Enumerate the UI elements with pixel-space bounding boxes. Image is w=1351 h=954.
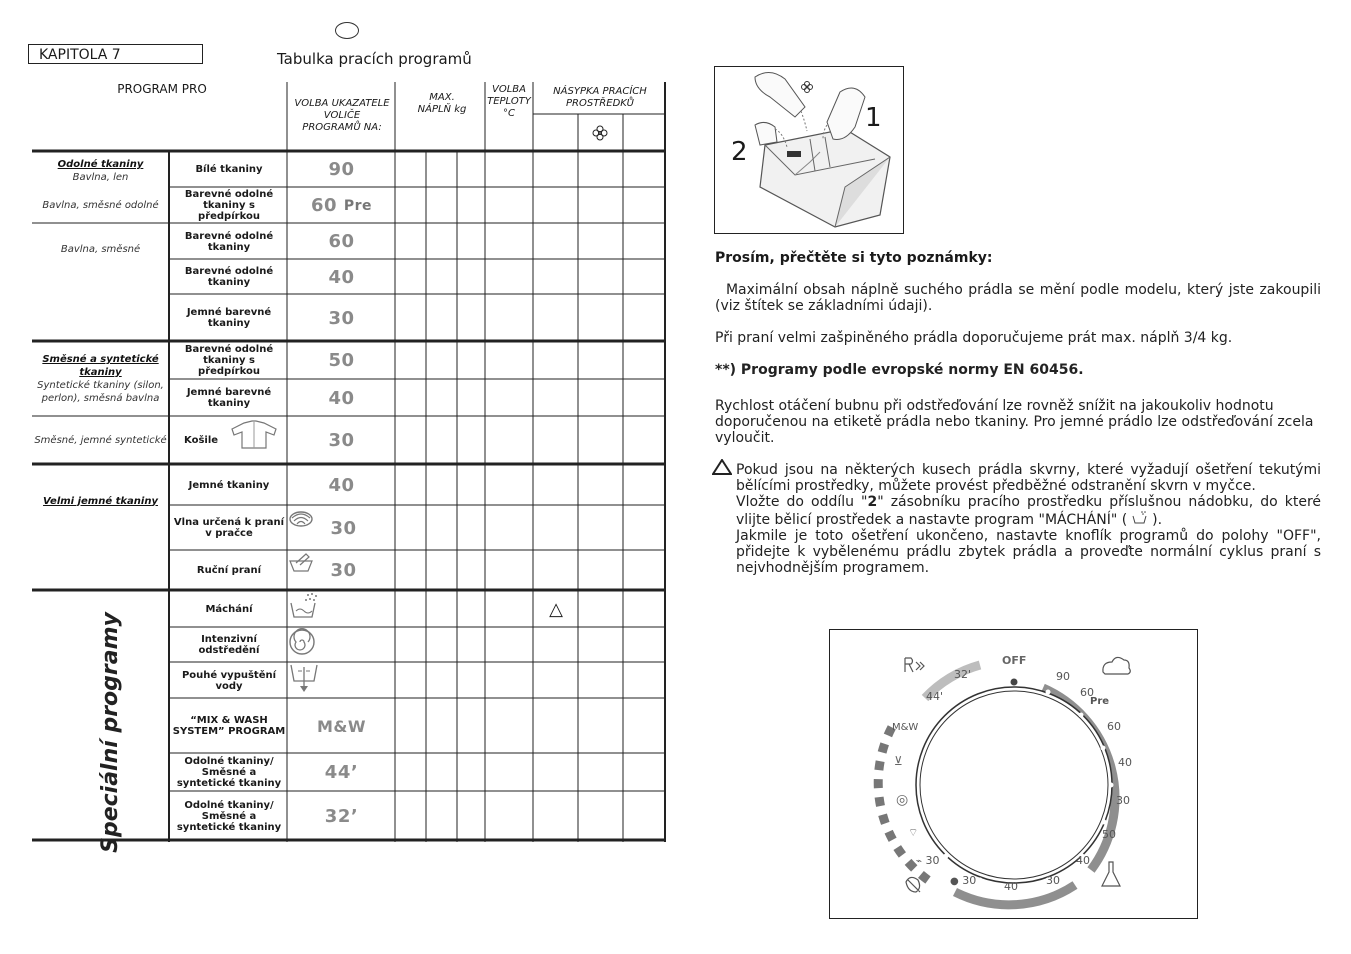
dial-label: 90 (1056, 670, 1070, 683)
program-value: 50 (328, 350, 355, 371)
dial-label: 40 (1118, 756, 1132, 769)
note-paragraph: Při praní velmi zašpiněného prádla doporučujeme prát max. náplň 3/4 kg. (715, 330, 1233, 346)
row-name: “MIX & WASH SYSTEM” PROGRAM (172, 715, 286, 737)
program-value: 44’ (324, 762, 359, 783)
flower-icon (593, 126, 607, 140)
row-name: Intenzivní odstředění (198, 634, 260, 656)
dial-label: ● 30 (950, 874, 977, 887)
program-value: 40 (328, 474, 355, 496)
rinse-icon (1132, 510, 1148, 524)
header-program-pro: PROGRAM PRO (117, 82, 207, 96)
note-paragraph-warning: Pokud jsou na některých kusech prádla skvrny, které vyžadují ošetření tekutými bělícími prostředky, můžete provést předběžné odstranění skvrn v myčce. Vložte do oddílu "2" zásobníku pracího prostředku příslušnou nádobku, do které vlijte bělicí prostředek a nastavte program "MÁCHÁNÍ" ( ). Jakmile je toto ošetření ukončeno, nastavte knoflík programů do polohy "OFF", přidejte k vybělenému prádlu zbytek prádla a proveďte normální cyklus praní s nejvhodnějším programem. (736, 462, 1322, 576)
note-paragraph: Maximální obsah náplně suchého prádla se mění podle modelu, který jste zakoupili (viz štítek se základními údaji). (715, 282, 1321, 314)
shirt-icon (230, 420, 282, 460)
chapter-label: KAPITOLA 7 (28, 44, 203, 64)
row-name: Vlna určená k praní v pračce (173, 517, 285, 539)
dial-label: 32' (954, 668, 972, 681)
program-value: 60 Pre (310, 195, 372, 216)
dial-label: 30 (1116, 794, 1130, 807)
row-name: Jemné tkaniny (188, 479, 270, 491)
group-smesne-jemne: Směsné, jemné syntetické (34, 434, 167, 446)
dial-off-label: OFF (1002, 654, 1027, 667)
program-value: M&W (316, 716, 367, 736)
dial-label: 40 (1076, 854, 1090, 867)
row-name: Odolné tkaniny/ Směsné a syntetické tkaniny (176, 756, 282, 789)
row-name: Barevné odolné tkaniny (184, 230, 274, 253)
spin-icon: ◎ (896, 792, 909, 808)
group-velmi-jemne: Velmi jemné tkaniny (43, 495, 158, 507)
program-value: 30 (288, 506, 395, 550)
row-name: Barevné odolné tkaniny (184, 266, 274, 288)
dial-label: 40 (1004, 880, 1018, 893)
handwash-icon (288, 551, 314, 573)
wool-icon (288, 506, 314, 528)
row-name: Bílé tkaniny (195, 164, 263, 175)
group-smesne-synteticke: Směsné a syntetické tkaniny Syntetické tkaniny (silon, perlon), směsná bavlna (37, 354, 164, 404)
group-odolne: Odolné tkaniny Bavlna, len (57, 159, 144, 183)
page-title: Tabulka pracích programů (277, 50, 472, 68)
figure-label-1: 1 (865, 103, 882, 133)
dial-label: 60 (1107, 720, 1121, 733)
header-volba-teploty: VOLBA TEPLOTY °C (487, 84, 531, 119)
drain-icon: ⊻ (894, 754, 903, 768)
special-programs-label: Speciální programy (97, 611, 123, 853)
figure-label-2: 2 (731, 137, 748, 167)
dial-label: Pre (1090, 696, 1110, 707)
header-volba-ukazatele: VOLBA UKAZATELE VOLIČE PROGRAMŮ NA: (294, 98, 390, 133)
program-value: 40 (328, 387, 355, 409)
dial-label: 30 (1046, 874, 1060, 887)
spin-icon (288, 628, 395, 662)
dial-label: 60 (1080, 686, 1094, 699)
drain-icon (288, 663, 395, 698)
row-name: Odolné tkaniny/ Směsné a syntetické tkaniny (176, 799, 282, 833)
header-max-napln: MAX. NÁPLŇ kg (417, 92, 467, 115)
row-name: Pouhé vypuštění vody (181, 669, 277, 692)
handwash-icon: ⌁ (916, 856, 923, 867)
program-value: 60 (328, 231, 355, 252)
program-value: 32’ (324, 805, 359, 827)
dial-label: 50 (1102, 828, 1116, 841)
program-value: 90 (328, 159, 355, 180)
row-name: Máchání (205, 603, 253, 615)
page-number-oval (335, 22, 359, 39)
program-table (32, 82, 666, 853)
dial-label: 44' (926, 690, 944, 703)
header-nasypka: NÁSYPKA PRACÍCH PROSTŘEDKŮ (553, 86, 647, 109)
rinse-icon: ⌔ (908, 826, 919, 839)
row-name: Jemné barevné tkaniny (186, 307, 272, 329)
program-dial-panel (829, 629, 1198, 919)
program-value: 40 (328, 266, 355, 288)
dial-label: ⌁ 30 (916, 854, 940, 867)
row-name: Barevné odolné tkaniny s předpírkou (184, 344, 274, 377)
row-name: Barevné odolné tkaniny s předpírkou (184, 189, 274, 222)
program-value: 30 (288, 551, 395, 590)
group-bavlna-smesne: Bavlna, směsné (60, 243, 141, 255)
note-paragraph: Rychlost otáčení bubnu při odstřeďování lze rovněž snížit na jakoukoliv hodnotu doporučenou na etiketě prádla nebo tkaniny. Pro jemné prádlo lze odstřeďování zcela vyloučit. (715, 398, 1314, 446)
warning-triangle-icon: △ (549, 598, 563, 620)
row-name: Jemné barevné tkaniny (186, 387, 272, 409)
note-paragraph-bold: **) Programy podle evropské normy EN 60456. (715, 362, 1084, 378)
row-name: Ruční praní (196, 565, 262, 576)
wool-icon: ● (950, 876, 959, 887)
program-value: 30 (328, 307, 355, 329)
group-bavlna-smesne-odolne: Bavlna, směsné odolné (42, 199, 159, 211)
detergent-drawer-illustration (714, 66, 904, 234)
notes-title: Prosím, přečtěte si tyto poznámky: (715, 250, 993, 266)
rinse-icon (288, 591, 395, 627)
program-dial (830, 630, 1197, 918)
warning-triangle-icon (712, 459, 732, 479)
dial-label: M&W (892, 722, 919, 733)
program-value: 30 (328, 430, 355, 451)
row-name: Košile (184, 434, 219, 446)
